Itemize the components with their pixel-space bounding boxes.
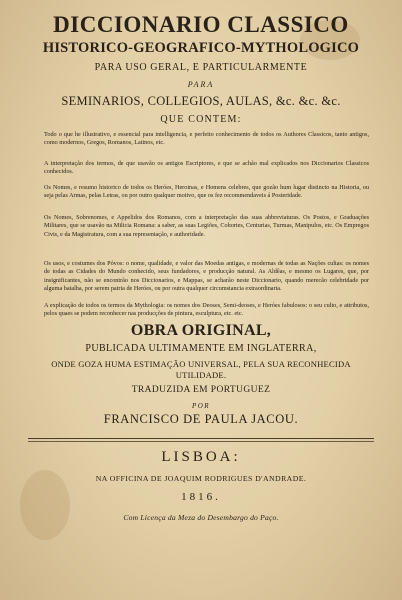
contents-heading: QUE CONTEM: bbox=[160, 114, 242, 125]
main-title: DICCIONARIO CLASSICO bbox=[53, 12, 349, 37]
imprint-city: LISBOA: bbox=[161, 449, 241, 465]
contents-paragraph: A explicação de todos os termos da Mythologia: os nomes dos Deoses, Semi-deoses, e Heróes fabulosos: o seu culto, e attributos, pelos quaes se podem reconhecer nas producções de pintura, esculptura, etc. etc. bbox=[44, 302, 369, 318]
para-word: PARA bbox=[187, 80, 215, 89]
imprint-license: Com Licença da Meza do Desembargo do Paço. bbox=[123, 513, 279, 522]
contents-paragraph: Todo o que he illustrativo, e essencial para intelligencia, e perfeito conhecimento de todos os Authores Classicos, tanto antigos, como modernos, Gregos, Romanos, Latinos, etc. bbox=[44, 131, 369, 147]
original-work-heading: OBRA ORIGINAL, bbox=[130, 322, 272, 339]
contents-paragraph: Os usos, e costumes dos Póvos: o nome, qualidade, e valor das Moedas antigas, e modernas de todas as Nações cultas: os nomes de todas as Cidades do Mundo conhecido, seus fundadores, e producção natural. As Aldêas, e mesmo os Lugares, que, por insignificantes, não se encontrão nos Diccionarios, e Mappas, se acharão neste Diccionario, quando merecão celebridade por alguma batalha, por serem patria de Heróes, ou por outra qualquer circumstancia extraordinaria. bbox=[44, 260, 369, 293]
imprint-year: 1816. bbox=[181, 491, 221, 503]
imprint-printer: NA OFFICINA DE JOAQUIM RODRIGUES D'ANDRADE. bbox=[95, 474, 307, 483]
contents-paragraph: Os Nomes, Sobrenomes, e Appelidos dos Romanos, com a interpretação das suas abbreviaturas. Os Postos, e Graduações Militares, que se usavão na Milicia Romana: a saber, as suas Legiões, Cohortes, Centurias, Turmas, Manipulos, etc. Os Empregos Civis, e da Magistratura, com a sua representação, e authoridade. bbox=[44, 214, 369, 238]
esteem-line-2: UTILIDADE. bbox=[175, 369, 227, 380]
divider-rule bbox=[28, 438, 374, 439]
divider-rule bbox=[28, 441, 374, 442]
subtitle: HISTORICO-GEOGRAFICO-MYTHOLOGICO bbox=[42, 40, 360, 56]
audience-line: SEMINARIOS, COLLEGIOS, AULAS, &c. &c. &c. bbox=[61, 94, 341, 108]
translator-name: FRANCISCO DE PAULA JACOU. bbox=[103, 412, 299, 426]
published-line: PUBLICADA ULTIMAMENTE EM INGLATERRA, bbox=[85, 343, 317, 354]
by-word: POR bbox=[191, 402, 211, 410]
purpose-line: PARA USO GERAL, E PARTICULARMENTE bbox=[94, 62, 308, 73]
translated-line: TRADUZIDA EM PORTUGUEZ bbox=[131, 385, 271, 395]
contents-paragraph: Os Nomes, e resumo historico de todos os Heróes, Heroinas, e Homens celebres, que gozão hum lugar distincto na Historia, ou seja pelas Armas, pelas Letras, ou por outro qualquer motivo, que os fez recommendaveis á Posteridade. bbox=[44, 184, 369, 200]
esteem-line bbox=[0, 359, 402, 380]
esteem-line-1: ONDE GOZA HUMA ESTIMAÇÃO UNIVERSAL, PELA SUA RECONHECIDA bbox=[51, 359, 351, 369]
contents-paragraph: A interpretação dos termos, de que usavão os antigos Escriptores, e que se achão mal explicados nos Diccionarios Classicos conhecidos. bbox=[44, 160, 369, 176]
